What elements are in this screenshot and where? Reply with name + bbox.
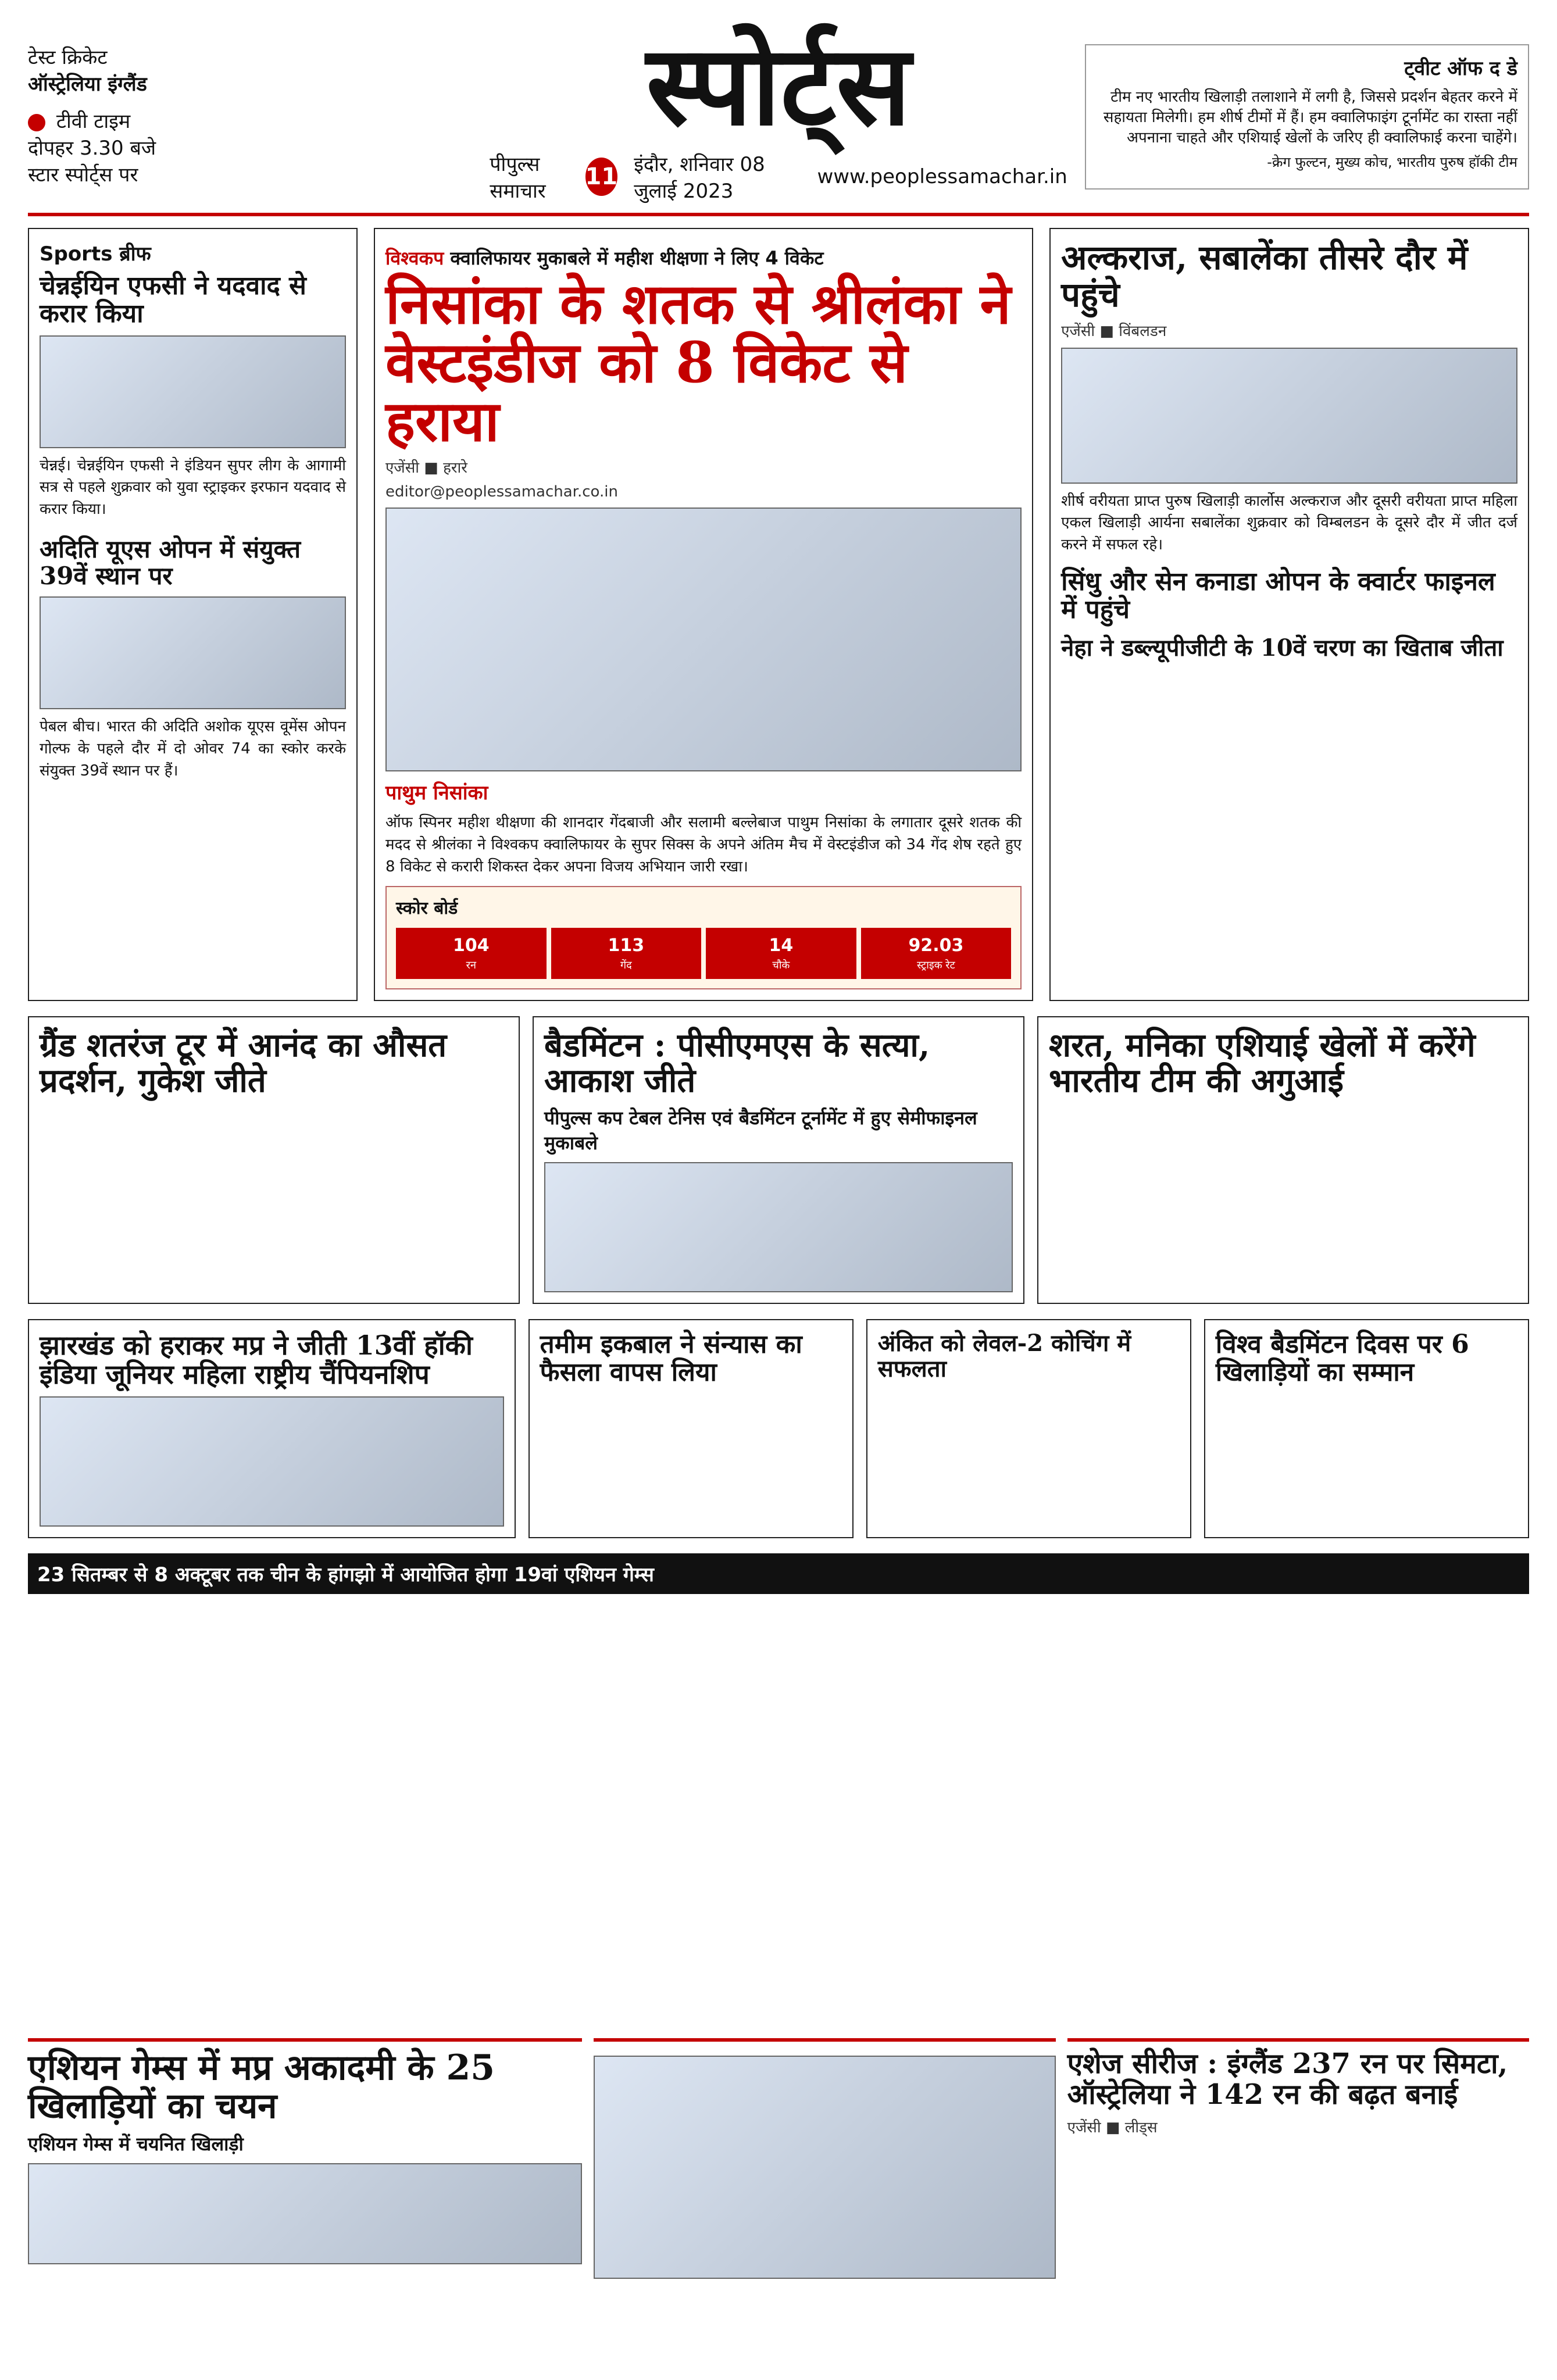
brief-title: चेन्नईयिन एफसी ने यदवाद से करार किया	[40, 271, 306, 329]
stat-runs	[396, 928, 547, 978]
ashes-byline: एजेंसी ■ लीड्स	[1067, 2118, 1158, 2136]
badminton-photo	[544, 1162, 1013, 1292]
ashes-story	[1067, 2038, 1529, 2364]
lead-email: editor@peoplessamachar.co.in	[385, 483, 618, 501]
lead-kicker	[385, 245, 1022, 270]
test-label: टेस्ट क्रिकेट	[28, 46, 108, 70]
badminton-subhead: पीपुल्स कप टेबल टेनिस एवं बैडमिंटन टूर्नामेंट में हुए सेमीफाइनल मुकाबले	[544, 1106, 977, 1154]
header-left-panel	[28, 45, 472, 188]
ankit-story	[866, 1319, 1191, 1538]
lower-row	[28, 1319, 1529, 1538]
player-list-story	[594, 2038, 1055, 2364]
stat-fours-value: 14	[769, 935, 794, 956]
middle-row	[28, 1016, 1529, 1304]
stat-balls-value: 113	[608, 935, 645, 956]
asian-games-photo	[28, 2163, 582, 2264]
top-main-grid	[28, 228, 1529, 1001]
test-teams: ऑस्ट्रेलिया इंग्लैंड	[28, 73, 147, 97]
chess-story	[28, 1016, 520, 1304]
tv-time-box	[28, 109, 472, 189]
tv-time: दोपहर 3.30 बजे	[28, 136, 156, 160]
page-number: 11	[585, 158, 618, 196]
player-name: पाथुम निसांका	[385, 781, 488, 805]
tv-channel: स्टार स्पोर्ट्स पर	[28, 163, 138, 187]
lead-body: ऑफ स्पिनर महीश थीक्षणा की शानदार गेंदबाजी और सलामी बल्लेबाज पाथुम निसांका के लगातार दूसरे शतक की मदद से श्रीलंका ने विश्वकप क्वालिफायर के सुपर सिक्स के अपने अंतिम मैच में वेस्टइंडीज को 34 गेंद शेष रहते हुए 8 विकेट से करारी शिकस्त देकर अपना विजय अभियान जारी रखा।	[385, 814, 1022, 875]
award-story	[1204, 1319, 1529, 1538]
stat-balls-label: गेंद	[620, 959, 632, 972]
website-link[interactable]: www.peoplessamachar.in	[817, 165, 1067, 188]
table-tennis-headline: शरत, मनिका एशियाई खेलों में करेंगे भारतीय टीम की अगुआई	[1049, 1025, 1476, 1100]
award-headline: विश्व बैडमिंटन दिवस पर 6 खिलाड़ियों का सम्मान	[1215, 1329, 1469, 1388]
brief-body: चेन्नई। चेन्नईयिन एफसी ने इंडियन सुपर लीग के आगामी सत्र से पहले शुक्रवार को युवा स्ट्राइकर इरफान यदवाद से करार किया।	[40, 456, 347, 519]
header-center	[490, 20, 1067, 203]
brief-heading: Sports ब्रीफ	[40, 242, 151, 266]
tv-label: टीवी टाइम	[56, 110, 131, 134]
tweet-label: ट्वीट ऑफ द डे	[1404, 57, 1517, 80]
ankit-headline: अंकित को लेवल-2 कोचिंग में सफलता	[877, 1329, 1131, 1382]
player-list-graphic	[594, 2056, 1055, 2279]
stat-fours-label: चौके	[772, 959, 790, 972]
newspaper-name: पीपुल्स समाचार	[490, 153, 546, 203]
asian-games-story	[28, 2038, 582, 2364]
stat-runs-label: रन	[466, 959, 476, 972]
scoreboard-stats	[396, 928, 1011, 978]
badminton-story	[533, 1016, 1024, 1304]
lead-byline: एजेंसी ■ हरारे	[385, 459, 467, 477]
stat-strike-rate	[861, 928, 1012, 978]
ashes-headline: एशेज सीरीज : इंग्लैंड 237 रन पर सिमटा, ऑस्ट्रेलिया ने 142 रन की बढ़त बनाई	[1067, 2047, 1508, 2111]
hockey-headline: झारखंड को हराकर मप्र ने जीती 13वीं हॉकी इंडिया जूनियर महिला राष्ट्रीय चैंपियनशिप	[40, 1329, 473, 1391]
badminton-story-headline: बैडमिंटन : पीसीएमएस के सत्या, आकाश जीते	[544, 1025, 930, 1100]
masthead	[28, 21, 1529, 216]
tamim-story	[528, 1319, 854, 1538]
stat-strike-rate-label: स्ट्राइक रेट	[917, 959, 955, 972]
golf-headline: नेहा ने डब्ल्यूपीजीटी के 10वें चरण का खिताब जीता	[1061, 634, 1504, 662]
kicker-label: विश्वकप	[385, 247, 444, 269]
scoreboard-title: स्कोर बोर्ड	[396, 898, 458, 919]
aditi-photo	[40, 596, 346, 709]
stat-strike-rate-value: 92.03	[908, 935, 964, 956]
tv-icon	[28, 114, 45, 131]
stat-fours	[706, 928, 856, 978]
table-tennis-story	[1037, 1016, 1529, 1304]
hockey-photo	[40, 1396, 504, 1527]
asian-games-banner: 23 सितम्बर से 8 अक्टूबर तक चीन के हांगझो में आयोजित होगा 19वां एशियन गेम्स	[28, 1553, 1529, 1594]
tweet-text: टीम नए भारतीय खिलाड़ी तलाशाने में लगी है, जिससे प्रदर्शन बेहतर करने में सहायता मिलेगी। हम शीर्ष टीमों में हैं। हम क्वालिफाइंग टूर्नामेंट का रास्ता नहीं अपनाना चाहते और एशियाई खेलों के जरिए ही क्वालिफाई करना चाहेंगे।	[1103, 88, 1517, 147]
tennis-photo	[1061, 348, 1517, 484]
stat-runs-value: 104	[453, 935, 490, 956]
asian-games-headline: एशियन गेम्स में मप्र अकादमी के 25 खिलाड़ियों का चयन	[28, 2047, 495, 2127]
aditi-body: पेबल बीच। भारत की अदिति अशोक यूएस वूमेंस ओपन गोल्फ के पहले दौर में दो ओवर 74 का स्कोर करके संयुक्त 39वें स्थान पर हैं।	[40, 718, 347, 780]
masthead-meta	[490, 150, 1067, 203]
chess-headline: ग्रैंड शतरंज टूर में आनंद का औसत प्रदर्शन, गुकेश जीते	[40, 1025, 447, 1100]
kicker-text: क्वालिफायर मुकाबले में महीश थीक्षणा ने लिए 4 विकेट	[450, 247, 824, 269]
date-line: इंदौर, शनिवार 08 जुलाई 2023	[634, 153, 765, 203]
bottom-section	[28, 2038, 1529, 2364]
aditi-title: अदिति यूएस ओपन में संयुक्त 39वें स्थान पर	[40, 534, 301, 591]
lead-story	[374, 228, 1033, 1001]
left-column	[28, 228, 358, 1001]
tamim-headline: तमीम इकबाल ने संन्यास का फैसला वापस लिया	[540, 1329, 802, 1388]
tennis-body: शीर्ष वरीयता प्राप्त पुरुष खिलाड़ी कार्लोस अल्कराज और दूसरी वरीयता प्राप्त महिला एकल खिलाड़ी आर्यना सबालेंका शुक्रवार को विम्बलडन के दूसरे दौर में जीत दर्ज करने में सफल रहे।	[1061, 492, 1517, 553]
scoreboard	[385, 886, 1022, 989]
lead-headline: निसांका के शतक से श्रीलंका ने वेस्टइंडीज को 8 विकेट से हराया	[385, 271, 1011, 454]
hockey-story	[28, 1319, 516, 1538]
right-column	[1049, 228, 1529, 1001]
tennis-headline: अल्कराज, सबालेंका तीसरे दौर में पहुंचे	[1061, 238, 1468, 315]
badminton-headline: सिंधु और सेन कनाडा ओपन के क्वार्टर फाइनल में पहुंचे	[1061, 566, 1495, 625]
section-title: स्पोर्ट्स	[646, 20, 911, 150]
brief-photo	[40, 335, 346, 448]
stat-balls	[551, 928, 702, 978]
tweet-box	[1085, 44, 1529, 190]
tweet-author: -क्रेग फुल्टन, मुख्य कोच, भारतीय पुरुष हॉकी टीम	[1267, 154, 1517, 171]
tennis-byline: एजेंसी ■ विंबलडन	[1061, 322, 1167, 340]
asian-games-subhead: एशियन गेम्स में चयनित खिलाड़ी	[28, 2133, 244, 2155]
lead-photo	[385, 508, 1022, 771]
